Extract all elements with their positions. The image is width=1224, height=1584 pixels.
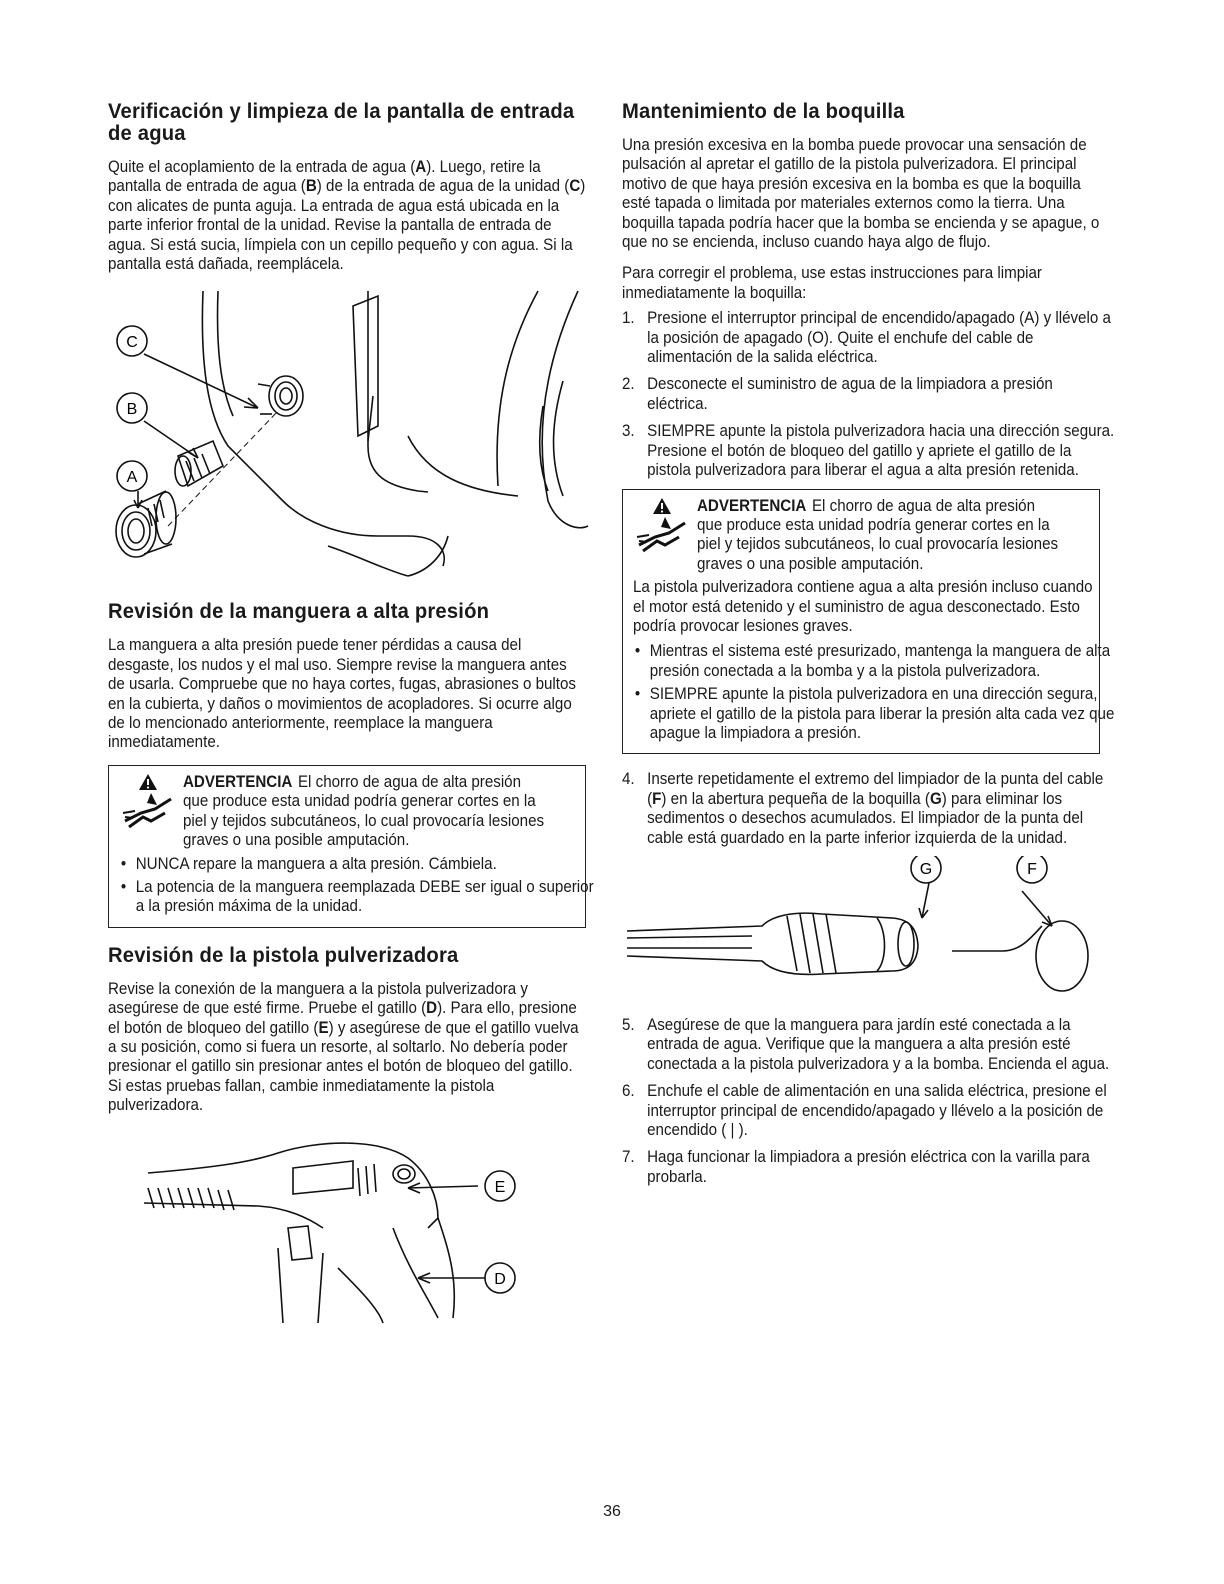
nozzle-steps-b: [622, 1016, 1110, 1187]
callout-label-g: G: [919, 861, 933, 878]
warning-label: ADVERTENCIA: [697, 496, 807, 515]
nozzle-paragraph-1: Una presión excesiva en la bomba puede provocar una sensación de pulsación al apretar el gatillo de la pistola pulverizadora. El principal motivo de que haya presión excesiva en la bomba es que la boquilla esté tapada o limitada por materiales externos como la tierra. Una boquilla tapada podría hacer que la bomba se encienda y se apague, o que no se encienda, incluso cuando haya algo de flujo.: [622, 136, 1100, 252]
warning-triangle-icon: [138, 773, 158, 791]
pressure-warning-list: [633, 642, 1115, 743]
hose-paragraph: La manguera a alta presión puede tener pérdidas a causa del desgaste, los nudos y el mal uso. Siempre revise la manguera antes de usarla. Compruebe que no haya cortes, fugas, abrasiones o bultos en la cubierta, y daños o movimientos de acopladores. Si ocurre algo de lo mencionado anteriormente, reemplace la manguera inmediatamente.: [108, 636, 577, 752]
warning-paragraph: La pistola pulverizadora contiene agua a alta presión incluso cuando el motor está detenido y el suministro de agua desconectado. Esto podría provocar lesiones graves.: [633, 578, 1093, 635]
spray-gun-paragraph: Revise la conexión de la manguera a la pistola pulverizadora y asegúrese de que esté firme. Pruebe el gatillo (D). Para ello, presione el botón de bloqueo del gatillo (E) y asegúrese de que el gatillo vuelva a su posición, como si fuera un resorte, al soltarlo. No debería poder presionar el gatillo sin presionar antes el botón de bloqueo del gatillo. Si estas pruebas fallan, cambie inmediatamente la pistola pulverizadora.: [108, 979, 579, 1115]
warning-text: El chorro de agua de alta presión que produce esta unidad podría generar cortes en la piel y tejidos subcutáneos, lo cual provocaría lesiones graves o una posible amputación.: [697, 496, 1059, 573]
water-inlet-illustration: [108, 286, 598, 586]
inlet-screen-paragraph: Quite el acoplamiento de la entrada de agua (A). Luego, retire la pantalla de entrada de agua (B) de la entrada de agua de la unidad (C) con alicates de punta aguja. La entrada de agua está ubicada en la parte inferior frontal de la unidad. Revise la pantalla de entrada de agua. Si está sucia, límpiela con un cepillo pequeño y con agua. Si la pantalla está dañada, reemplácela.: [108, 158, 586, 274]
nozzle-paragraph-2: Para corregir el problema, use estas instrucciones para limpiar inmediatamente la boquilla:: [622, 264, 1042, 302]
spray-gun-figure: [108, 1128, 586, 1328]
list-item: 6. Enchufe el cable de alimentación en una salida eléctrica, presione el interruptor principal de encendido/apagado y llévelo a la posición de encendido ( | ).: [622, 1082, 1107, 1140]
section-title-hose: Revisión de la manguera a alta presión: [108, 599, 490, 624]
warning-icons: [119, 773, 177, 831]
callout-label-e: E: [494, 1178, 506, 1196]
hand-injection-hazard-icon: [121, 791, 175, 831]
list-item: 3. SIEMPRE apunte la pistola pulverizadora hacia una dirección segura. Presione el botón de bloqueo del gatillo y apriete el gatillo de la pistola pulverizadora para liberar el agua a alta presión retenida.: [622, 422, 1115, 480]
list-item: • La potencia de la manguera reemplazada DEBE ser igual o superior a la presión máxima de la unidad.: [119, 878, 601, 917]
hose-warning-box: [108, 765, 594, 928]
nozzle-cleaning-illustration: [622, 856, 1102, 1006]
list-item: • NUNCA repare la manguera a alta presión. Cámbiela.: [119, 855, 601, 874]
spray-gun-illustration: [108, 1128, 578, 1328]
hand-injection-hazard-icon: [635, 515, 689, 555]
list-item: • SIEMPRE apunte la pistola pulverizadora en una dirección segura, apriete el gatillo de la pistola para liberar la presión alta cada vez que apague la limpiadora a presión.: [633, 685, 1115, 743]
callout-label-c: C: [126, 334, 138, 352]
section-title-spray-gun: Revisión de la pistola pulverizadora: [108, 942, 459, 967]
warning-label: ADVERTENCIA: [183, 772, 293, 791]
list-item: 1. Presione el interruptor principal de encendido/apagado (A) y llévelo a la posición de apagado (O). Quite el enchufe del cable de alimentación de la salida eléctrica.: [622, 309, 1111, 367]
list-item: 2. Desconecte el suministro de agua de la limpiadora a presión eléctrica.: [622, 375, 1053, 413]
warning-text: El chorro de agua de alta presión que produce esta unidad podría generar cortes en la piel y tejidos subcutáneos, lo cual provocaría lesiones graves o una posible amputación.: [183, 772, 545, 850]
callout-label-a: A: [126, 469, 138, 487]
left-column: [108, 99, 594, 1342]
list-item: 7. Haga funcionar la limpiadora a presión eléctrica con la varilla para probarla.: [622, 1148, 1090, 1186]
list-item: 4. Inserte repetidamente el extremo del limpiador de la punta del cable (F) en la abertura pequeña de la boquilla (G) para eliminar los sedimentos o desechos acumulados. El limpiador de la punta del cable está guardado en la parte inferior izquierda de la unidad.: [622, 770, 1104, 847]
nozzle-steps-a: [622, 309, 1115, 480]
callout-label-d: D: [494, 1270, 506, 1288]
list-item: 5. Asegúrese de que la manguera para jardín esté conectada a la entrada de agua. Verifique que la manguera a alta presión esté conectada a la pistola pulverizadora y a la bomba. Encienda el agua.: [622, 1016, 1110, 1073]
warning-triangle-icon: [652, 497, 672, 515]
right-column: [622, 99, 1115, 1195]
list-item: • Mientras el sistema esté presurizado, mantenga la manguera de alta presión conectada a la bomba y a la pistola pulverizadora.: [633, 642, 1115, 681]
hose-warning-list: [119, 854, 594, 917]
inlet-screen-figure: [108, 286, 586, 586]
pressure-warning-box: [622, 489, 1115, 755]
nozzle-figure: [622, 856, 1100, 1006]
callout-label-f: F: [1027, 861, 1037, 878]
section-title-inlet-screen: Verificación y limpieza de la pantalla de entrada de agua: [108, 99, 575, 145]
callout-label-b: B: [126, 401, 138, 419]
warning-icons: [633, 497, 691, 555]
section-title-nozzle: Mantenimiento de la boquilla: [622, 99, 905, 123]
page-number: 36: [603, 1503, 621, 1520]
nozzle-step-4: [622, 770, 1104, 848]
